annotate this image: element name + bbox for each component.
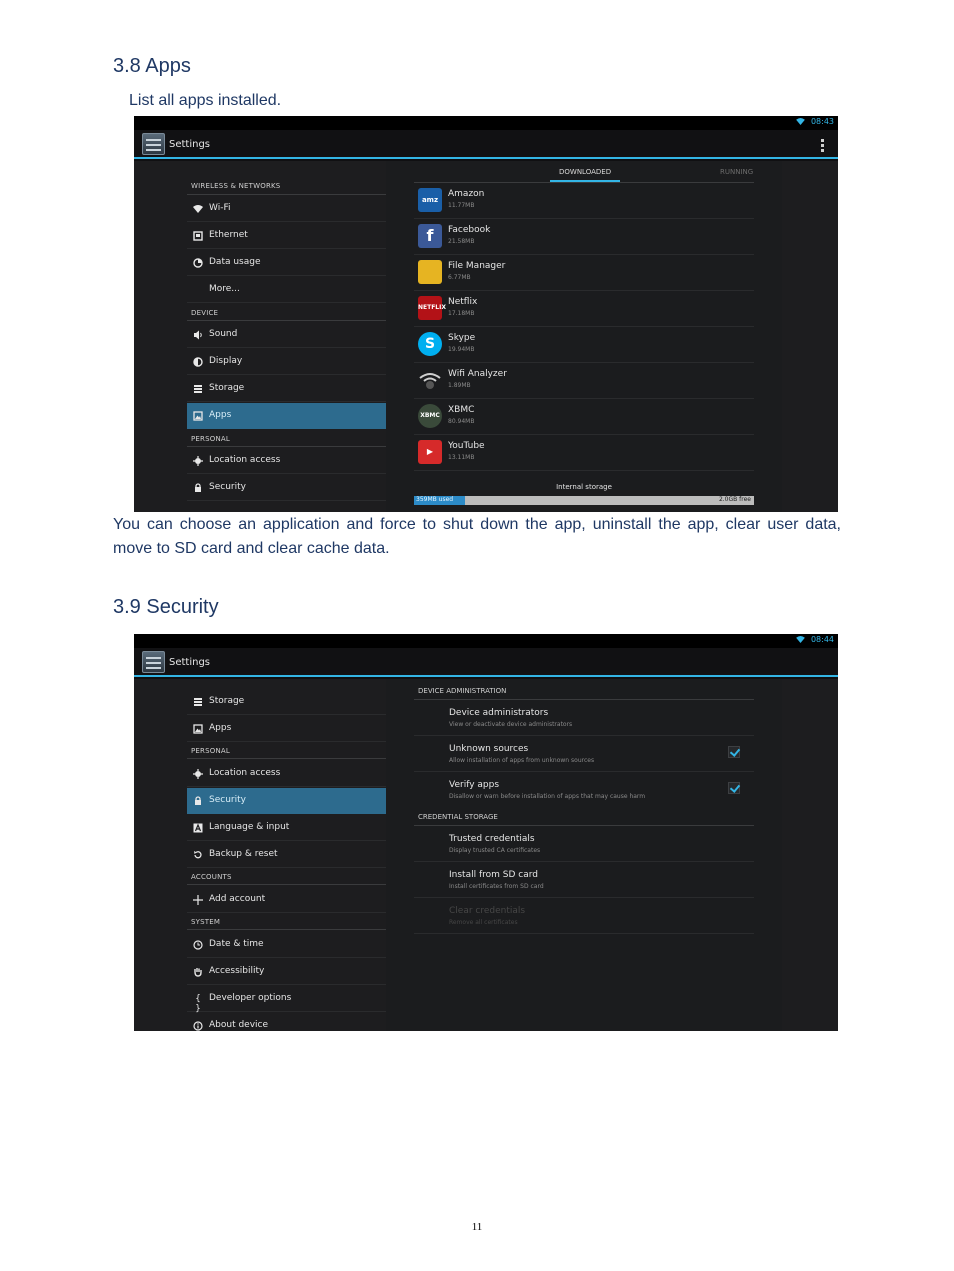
menu-label: About device xyxy=(209,1020,269,1030)
ethernet-icon xyxy=(193,231,203,241)
category-system: SYSTEM xyxy=(191,918,221,926)
app-row-xbmc[interactable] xyxy=(414,399,754,435)
hand-icon xyxy=(193,967,203,977)
menu-item-location[interactable] xyxy=(187,761,386,787)
menu-item-ethernet[interactable] xyxy=(187,223,386,249)
menu-label: Data usage xyxy=(209,257,261,267)
setting-summary: Allow installation of apps from unknown sources xyxy=(449,757,595,764)
category-personal: PERSONAL xyxy=(191,747,230,755)
youtube-icon: ▶ xyxy=(418,440,442,464)
menu-item-security[interactable] xyxy=(187,475,386,501)
setting-title: Unknown sources xyxy=(449,744,529,754)
storage-label: Internal storage xyxy=(556,483,612,491)
category-accounts: ACCOUNTS xyxy=(191,873,232,881)
menu-label: Security xyxy=(209,795,246,805)
menu-item-apps[interactable] xyxy=(187,716,386,742)
settings-menu xyxy=(187,161,386,512)
plus-icon xyxy=(193,895,203,905)
wifi-signal-icon xyxy=(796,118,805,125)
app-row-skype[interactable] xyxy=(414,327,754,363)
menu-label: Storage xyxy=(209,696,245,706)
setting-verify-apps[interactable] xyxy=(414,772,754,808)
app-name: Wifi Analyzer xyxy=(448,369,507,379)
apps-screenshot xyxy=(134,116,838,512)
wifi-analyzer-icon xyxy=(418,368,442,392)
app-size: 1.89MB xyxy=(448,382,471,389)
menu-item-wifi[interactable] xyxy=(187,196,386,222)
folder-icon xyxy=(418,260,442,284)
app-row-netflix[interactable] xyxy=(414,291,754,327)
app-row-wifi-analyzer[interactable] xyxy=(414,363,754,399)
setting-title: Install from SD card xyxy=(449,870,538,880)
skype-icon: S xyxy=(418,332,442,356)
setting-title: Clear credentials xyxy=(449,906,526,916)
setting-trusted-credentials[interactable] xyxy=(414,826,754,862)
menu-label: Language & input xyxy=(209,822,290,832)
status-bar xyxy=(134,634,838,648)
tab-running[interactable]: RUNNING xyxy=(720,168,754,176)
app-name: XBMC xyxy=(448,405,475,415)
menu-label: Storage xyxy=(209,383,245,393)
language-icon xyxy=(193,823,203,833)
storage-indicator xyxy=(414,483,754,504)
apps-description: You can choose an application and force to shut down the app, uninstall the app, clear user data, move to SD card and clear cache data. xyxy=(113,516,841,557)
menu-label: Add account xyxy=(209,894,266,904)
app-row-amazon[interactable] xyxy=(414,183,754,219)
app-size: 13.11MB xyxy=(448,454,475,461)
braces-icon: { } xyxy=(195,994,201,1014)
app-size: 80.94MB xyxy=(448,418,475,425)
status-time: 08:43 xyxy=(810,117,834,126)
app-size: 17.18MB xyxy=(448,310,475,317)
menu-item-apps[interactable] xyxy=(187,403,386,429)
menu-item-data-usage[interactable] xyxy=(187,250,386,276)
location-icon xyxy=(193,769,203,779)
app-name: File Manager xyxy=(448,261,506,271)
app-size: 11.77MB xyxy=(448,202,475,209)
overflow-menu-icon[interactable] xyxy=(821,139,824,152)
menu-label: Wi-Fi xyxy=(209,203,231,213)
app-size: 19.94MB xyxy=(448,346,475,353)
action-bar xyxy=(134,648,838,677)
info-icon xyxy=(193,1021,203,1031)
menu-label: Sound xyxy=(209,329,238,339)
menu-item-date-time[interactable] xyxy=(187,932,386,958)
menu-item-backup[interactable] xyxy=(187,842,386,868)
menu-label: Developer options xyxy=(209,993,292,1003)
menu-label: Location access xyxy=(209,768,281,778)
apps-section-heading: 3.8 Apps xyxy=(113,55,191,77)
menu-label: Security xyxy=(209,482,246,492)
menu-label: Accessibility xyxy=(209,966,265,976)
apps-list-pane xyxy=(386,161,782,512)
menu-item-storage[interactable] xyxy=(187,376,386,402)
page-number: 11 xyxy=(471,1221,483,1233)
action-bar-title: Settings xyxy=(169,657,211,668)
lock-icon xyxy=(193,796,203,806)
setting-clear-credentials xyxy=(414,898,754,934)
status-bar xyxy=(134,116,838,130)
setting-summary: View or deactivate device administrators xyxy=(449,721,573,728)
storage-icon xyxy=(193,384,203,394)
verify-apps-checkbox[interactable] xyxy=(728,782,740,794)
settings-app-icon[interactable] xyxy=(142,133,165,155)
menu-item-security[interactable] xyxy=(187,788,386,814)
menu-item-language[interactable] xyxy=(187,815,386,841)
wifi-signal-icon xyxy=(796,636,805,643)
unknown-sources-checkbox[interactable] xyxy=(728,746,740,758)
menu-label: Apps xyxy=(209,410,232,420)
apps-icon xyxy=(193,411,203,421)
menu-label: Apps xyxy=(209,723,232,733)
settings-app-icon[interactable] xyxy=(142,651,165,673)
app-name: Skype xyxy=(448,333,476,343)
setting-install-from-sd[interactable] xyxy=(414,862,754,898)
apps-intro-text: List all apps installed. xyxy=(129,92,282,109)
apps-icon xyxy=(193,724,203,734)
category-personal: PERSONAL xyxy=(191,435,230,443)
status-time: 08:44 xyxy=(810,635,834,644)
app-row-youtube[interactable] xyxy=(414,435,754,471)
app-size: 21.58MB xyxy=(448,238,475,245)
app-name: Facebook xyxy=(448,225,491,235)
setting-title: Verify apps xyxy=(449,780,500,790)
app-row-file-manager[interactable] xyxy=(414,255,754,291)
data-usage-icon xyxy=(193,258,203,268)
app-row-facebook[interactable] xyxy=(414,219,754,255)
menu-label: Date & time xyxy=(209,939,264,949)
app-size: 6.77MB xyxy=(448,274,471,281)
setting-device-administrators[interactable] xyxy=(414,700,754,736)
menu-label: Backup & reset xyxy=(209,849,278,859)
amazon-icon: amz xyxy=(418,188,442,212)
storage-icon xyxy=(193,697,203,707)
menu-label: Ethernet xyxy=(209,230,248,240)
storage-used-text: 359MB used xyxy=(416,496,454,503)
category-wireless: WIRELESS & NETWORKS xyxy=(191,182,281,190)
action-bar-title: Settings xyxy=(169,139,211,150)
setting-summary: Install certificates from SD card xyxy=(449,883,544,890)
security-settings-pane xyxy=(386,679,782,1031)
storage-free-text: 2.0GB free xyxy=(718,496,751,503)
security-section-heading: 3.9 Security xyxy=(113,596,219,618)
menu-label: More... xyxy=(209,284,240,294)
menu-item-accessibility[interactable] xyxy=(187,959,386,985)
setting-unknown-sources[interactable] xyxy=(414,736,754,772)
menu-item-add-account[interactable] xyxy=(187,887,386,913)
menu-item-sound[interactable] xyxy=(187,322,386,348)
setting-title: Device administrators xyxy=(449,708,549,718)
menu-label: Location access xyxy=(209,455,281,465)
setting-summary: Remove all certificates xyxy=(449,919,518,926)
setting-summary: Display trusted CA certificates xyxy=(449,847,541,854)
action-bar xyxy=(134,130,838,159)
lock-icon xyxy=(193,483,203,493)
setting-summary: Disallow or warn before installation of apps that may cause harm xyxy=(449,793,646,800)
security-screenshot xyxy=(134,634,838,1031)
netflix-icon: NETFLIX xyxy=(418,296,442,320)
clock-icon xyxy=(193,940,203,950)
app-name: Netflix xyxy=(448,297,478,307)
speaker-icon xyxy=(193,330,203,340)
xbmc-icon: XBMC xyxy=(418,404,442,428)
storage-bar xyxy=(414,496,754,505)
menu-item-more[interactable] xyxy=(187,277,386,303)
app-name: Amazon xyxy=(448,189,485,199)
backup-reset-icon xyxy=(193,850,203,860)
menu-item-developer[interactable] xyxy=(187,986,386,1012)
settings-menu xyxy=(187,679,386,1031)
category-device: DEVICE xyxy=(191,309,219,317)
wifi-icon xyxy=(193,204,203,214)
section-device-admin: DEVICE ADMINISTRATION xyxy=(418,687,507,695)
facebook-icon: f xyxy=(418,224,442,248)
menu-item-display[interactable] xyxy=(187,349,386,375)
menu-item-storage[interactable] xyxy=(187,689,386,715)
section-credential-storage: CREDENTIAL STORAGE xyxy=(418,813,498,821)
menu-item-location[interactable] xyxy=(187,448,386,474)
menu-item-about[interactable] xyxy=(187,1013,386,1031)
setting-title: Trusted credentials xyxy=(449,834,535,844)
tab-downloaded[interactable]: DOWNLOADED xyxy=(559,168,612,176)
app-name: YouTube xyxy=(448,441,485,451)
display-brightness-icon xyxy=(193,357,203,367)
location-icon xyxy=(193,456,203,466)
menu-label: Display xyxy=(209,356,243,366)
